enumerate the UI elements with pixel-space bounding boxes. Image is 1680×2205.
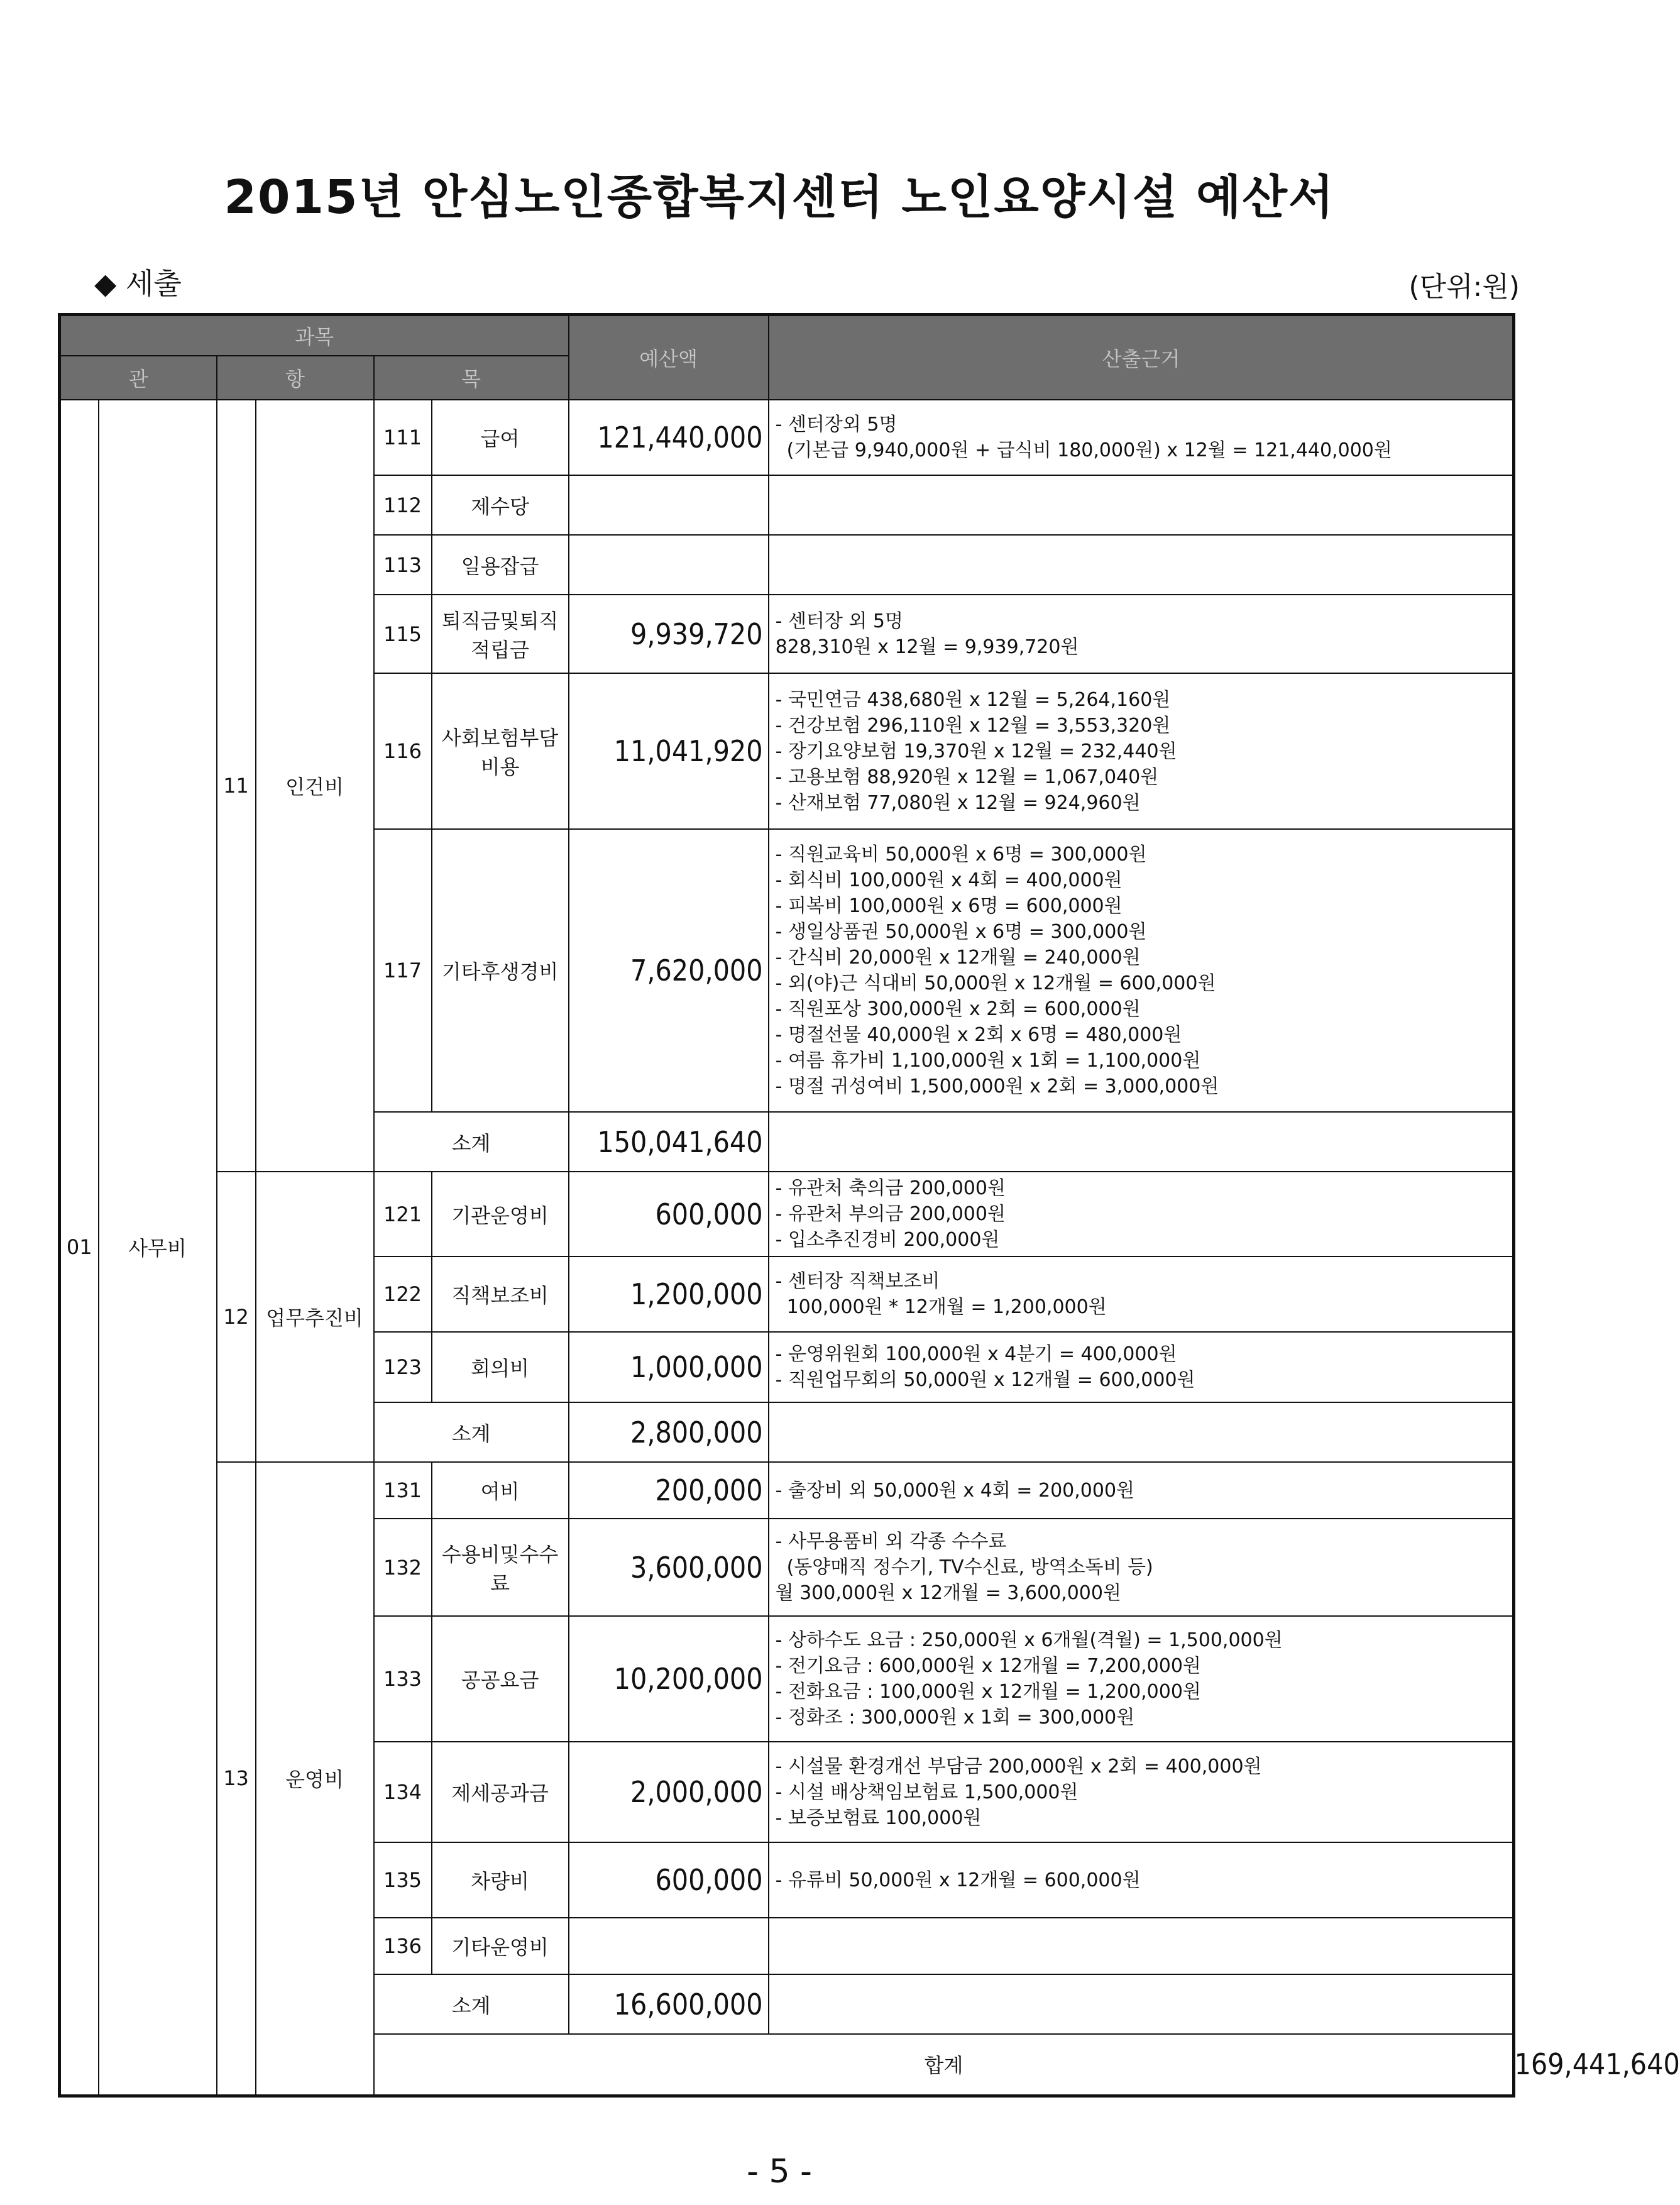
basis-line: - 센터장외 5명 [775,414,898,436]
basis-line: - 정화조 : 300,000원 x 1회 = 300,000원 [775,1707,1135,1729]
mok-code: 122 [374,1256,432,1332]
basis-line: (기본급 9,940,000원 + 급식비 180,000원) x 12월 = 121,440,000원 [786,439,1392,461]
basis-line: - 간식비 20,000원 x 12개월 = 240,000원 [775,947,1141,969]
amount: 1,000,000 [569,1332,769,1402]
mok-code: 112 [374,475,432,535]
header-basis: 산출근거 [769,315,1514,400]
mok-name: 제수당 [432,475,569,535]
basis-line: 100,000원 * 12개월 = 1,200,000원 [786,1296,1107,1318]
basis-line: - 시설 배상책임보험료 1,500,000원 [775,1781,1079,1803]
basis-line: - 사무용품비 외 각종 수수료 [775,1531,1007,1553]
mok-name: 퇴직금및퇴직 적립금 [432,595,569,673]
basis [769,1519,1514,1616]
mok-name: 회의비 [432,1332,569,1402]
basis [769,1112,1514,1172]
mok-code: 132 [374,1519,432,1616]
gwan-name: 사무비 [99,400,217,2096]
mok-code: 117 [374,829,432,1112]
basis-line: - 외(야)근 식대비 50,000원 x 12개월 = 600,000원 [775,972,1216,994]
basis-line: - 직원교육비 50,000원 x 6명 = 300,000원 [775,844,1147,866]
basis-line: - 출장비 외 50,000원 x 4회 = 200,000원 [775,1479,1135,1502]
mok-name: 제세공과금 [432,1742,569,1842]
hang-name: 인건비 [256,400,374,1172]
basis-line: - 직원포상 300,000원 x 2회 = 600,000원 [775,998,1141,1020]
basis-line: - 국민연금 438,680원 x 12월 = 5,264,160원 [775,688,1171,711]
amount: 600,000 [569,1172,769,1256]
basis [769,1256,1514,1332]
mok-code: 115 [374,595,432,673]
hang-code: 12 [217,1172,256,1462]
table-row [60,400,1514,475]
amount: 10,200,000 [569,1616,769,1742]
mok-name: 사회보험부담 비용 [432,673,569,829]
basis [769,1918,1514,1974]
hang-name: 운영비 [256,1462,374,2096]
hang-code: 11 [217,400,256,1172]
basis [769,1616,1514,1742]
mok-name: 공공요금 [432,1616,569,1742]
subtotal-amount: 150,041,640 [569,1112,769,1172]
amount: 3,600,000 [569,1519,769,1616]
subtotal-amount: 2,800,000 [569,1402,769,1462]
basis [769,535,1514,595]
basis-line: (동양매직 정수기, TV수신료, 방역소독비 등) [786,1556,1153,1578]
basis [769,475,1514,535]
mok-name: 수용비및수수 료 [432,1519,569,1616]
total-label: 합계 [374,2034,1514,2096]
basis-line: - 시설물 환경개선 부담금 200,000원 x 2회 = 400,000원 [775,1755,1262,1778]
amount: 600,000 [569,1842,769,1918]
amount: 7,620,000 [569,829,769,1112]
amount: 121,440,000 [569,400,769,475]
mok-code: 113 [374,535,432,595]
basis-line: - 건강보험 296,110원 x 12월 = 3,553,320원 [775,714,1171,737]
amount: 9,939,720 [569,595,769,673]
amount [569,1918,769,1974]
basis-line: - 입소추진경비 200,000원 [775,1229,1000,1251]
basis-line: - 유류비 50,000원 x 12개월 = 600,000원 [775,1869,1141,1891]
mok-code: 121 [374,1172,432,1256]
mok-name: 일용잡급 [432,535,569,595]
hang-name: 업무추진비 [256,1172,374,1462]
basis [769,829,1514,1112]
basis-line: - 여름 휴가비 1,100,000원 x 1회 = 1,100,000원 [775,1050,1201,1072]
basis-line: - 회식비 100,000원 x 4회 = 400,000원 [775,869,1123,891]
mok-code: 136 [374,1918,432,1974]
header-amount: 예산액 [569,315,769,400]
basis [769,1332,1514,1402]
basis-line: - 유관처 축의금 200,000원 [775,1177,1006,1199]
basis-line: - 직원업무회의 50,000원 x 12개월 = 600,000원 [775,1369,1195,1391]
mok-code: 111 [374,400,432,475]
basis [769,1742,1514,1842]
mok-name: 여비 [432,1462,569,1519]
mok-name: 기타운영비 [432,1918,569,1974]
total-row: 합계 169,441,640 [60,2034,1514,2096]
basis [769,400,1514,475]
basis-line: - 고용보험 88,920원 x 12월 = 1,067,040원 [775,766,1159,788]
subtotal-label: 소계 [374,1974,569,2034]
basis-line: - 센터장 외 5명 [775,610,903,632]
gwan-code: 01 [60,400,99,2096]
mok-code: 134 [374,1742,432,1842]
section-label: ◆ 세출 [94,267,182,300]
mok-name: 차량비 [432,1842,569,1918]
basis-line: - 장기요양보험 19,370원 x 12월 = 232,440원 [775,740,1177,762]
table-row [60,1462,1514,1519]
subtotal-label: 소계 [374,1402,569,1462]
basis [769,1172,1514,1256]
basis-line: - 생일상품권 50,000원 x 6명 = 300,000원 [775,921,1147,943]
mok-name: 기타후생경비 [432,829,569,1112]
basis [769,673,1514,829]
basis [769,1462,1514,1519]
mok-code: 131 [374,1462,432,1519]
amount: 1,200,000 [569,1256,769,1332]
basis-line: - 보증보험료 100,000원 [775,1806,982,1829]
amount [569,475,769,535]
basis-line: - 전기요금 : 600,000원 x 12개월 = 7,200,000원 [775,1655,1201,1677]
basis-line: - 피복비 100,000원 x 6명 = 600,000원 [775,895,1123,917]
amount: 200,000 [569,1462,769,1519]
mok-code: 123 [374,1332,432,1402]
basis-line: - 상하수도 요금 : 250,000원 x 6개월(격월) = 1,500,000원 [775,1629,1283,1651]
subtotal-amount: 16,600,000 [569,1974,769,2034]
budget-table [58,313,1680,2098]
basis-line: - 명절 귀성여비 1,500,000원 x 2회 = 3,000,000원 [775,1075,1219,1097]
basis-line: - 유관처 부의금 200,000원 [775,1203,1006,1225]
basis-line: 828,310원 x 12월 = 9,939,720원 [775,635,1079,658]
basis [769,1402,1514,1462]
basis [769,1974,1514,2034]
header-mok: 목 [374,356,569,400]
basis-line: 월 300,000원 x 12개월 = 3,600,000원 [775,1582,1121,1604]
mok-name: 급여 [432,400,569,475]
mok-name: 직책보조비 [432,1256,569,1332]
basis-line: - 전화요금 : 100,000원 x 12개월 = 1,200,000원 [775,1681,1201,1703]
header-gwan: 관 [60,356,217,400]
amount [569,535,769,595]
basis [769,595,1514,673]
mok-code: 135 [374,1842,432,1918]
mok-code: 133 [374,1616,432,1742]
hang-code: 13 [217,1462,256,2096]
amount: 11,041,920 [569,673,769,829]
mok-code: 116 [374,673,432,829]
basis-line: - 산재보험 77,080원 x 12월 = 924,960원 [775,791,1141,814]
basis [769,1842,1514,1918]
basis-line: - 운영위원회 100,000원 x 4분기 = 400,000원 [775,1343,1177,1365]
header-hang: 항 [217,356,374,400]
header-subject: 과목 [60,315,569,356]
table-row [60,1172,1514,1256]
basis-line: - 명절선물 40,000원 x 2회 x 6명 = 480,000원 [775,1024,1182,1046]
basis-line: - 센터장 직책보조비 [775,1270,940,1292]
unit-label: (단위:원) [1408,271,1520,303]
page-title: 2015년 안심노인종합복지센터 노인요양시설 예산서 [224,170,1335,224]
mok-name: 기관운영비 [432,1172,569,1256]
subtotal-label: 소계 [374,1112,569,1172]
amount: 2,000,000 [569,1742,769,1842]
page-number: - 5 - [747,2153,812,2191]
